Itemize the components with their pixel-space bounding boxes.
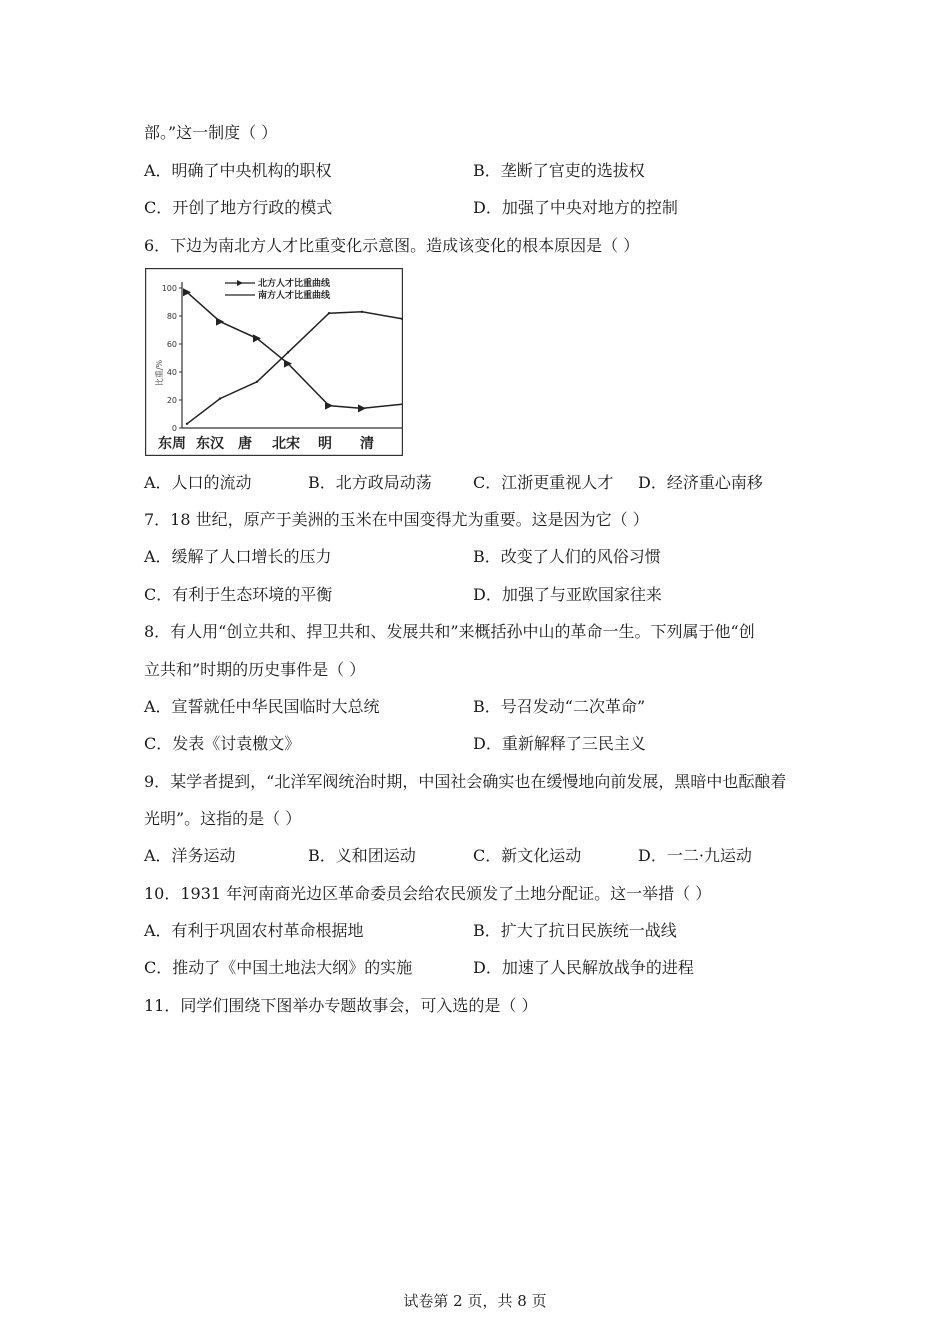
x-tick-label: 清 bbox=[360, 436, 374, 452]
q5-option-d[interactable]: D．加强了中央对地方的控制 bbox=[473, 198, 678, 217]
q10-option-b[interactable]: B．扩大了抗日民族统一战线 bbox=[473, 921, 677, 940]
q9-option-b[interactable]: B．义和团运动 bbox=[308, 846, 416, 865]
legend-label: 南方人才比重曲线 bbox=[258, 291, 331, 301]
q9-option-a[interactable]: A．洋务运动 bbox=[144, 846, 236, 865]
x-tick-label: 东周 bbox=[158, 436, 186, 452]
q6-option-a[interactable]: A．人口的流动 bbox=[144, 473, 252, 492]
q5-stem-tail: 部。”这一制度（ ） bbox=[144, 123, 278, 142]
y-tick-label: 40 bbox=[166, 368, 177, 377]
y-tick-label: 100 bbox=[161, 284, 177, 293]
q8-stem-line2: 立共和”时期的历史事件是（ ） bbox=[144, 660, 366, 679]
q9-stem-line2: 光明”。这指的是（ ） bbox=[144, 809, 302, 828]
x-tick-label: 唐 bbox=[238, 436, 252, 452]
q8-option-c[interactable]: C．发表《讨袁檄文》 bbox=[144, 734, 301, 753]
q5-option-b[interactable]: B．垄断了官吏的选拔权 bbox=[473, 161, 645, 180]
q10-stem: 10．1931 年河南商光边区革命委员会给农民颁发了土地分配证。这一举措（ ） bbox=[144, 884, 712, 903]
south-data-point bbox=[256, 381, 258, 383]
q6-option-d[interactable]: D．经济重心南移 bbox=[638, 473, 763, 492]
y-axis-label: 比重/% bbox=[155, 359, 164, 387]
talent-ratio-chart bbox=[145, 268, 403, 456]
q8-option-b[interactable]: B．号召发动“二次革命” bbox=[473, 697, 646, 716]
q8-option-d[interactable]: D．重新解释了三民主义 bbox=[473, 734, 646, 753]
y-tick-label: 20 bbox=[166, 396, 177, 405]
q6-stem: 6．下边为南北方人才比重变化示意图。造成该变化的根本原因是（ ） bbox=[144, 236, 640, 255]
q5-option-a[interactable]: A．明确了中央机构的职权 bbox=[144, 161, 332, 180]
q7-option-c[interactable]: C．有利于生态环境的平衡 bbox=[144, 585, 333, 604]
q10-option-a[interactable]: A．有利于巩固农村革命根据地 bbox=[144, 921, 364, 940]
x-tick-label: 明 bbox=[318, 436, 332, 452]
south-data-point bbox=[219, 397, 221, 399]
q6-option-c[interactable]: C．江浙更重视人才 bbox=[473, 473, 614, 492]
q11-stem: 11．同学们围绕下图举办专题故事会，可入选的是（ ） bbox=[144, 996, 538, 1015]
page-footer: 试卷第 2 页，共 8 页 bbox=[403, 1292, 547, 1310]
q10-option-c[interactable]: C．推动了《中国土地法大纲》的实施 bbox=[144, 958, 413, 977]
q10-option-d[interactable]: D．加速了人民解放战争的进程 bbox=[473, 958, 694, 977]
q8-option-a[interactable]: A．宣誓就任中华民国临时大总统 bbox=[144, 697, 380, 716]
y-tick-label: 60 bbox=[166, 340, 177, 349]
x-tick-label: 北宋 bbox=[272, 436, 300, 452]
q7-option-d[interactable]: D．加强了与亚欧国家往来 bbox=[473, 585, 662, 604]
south-data-point bbox=[186, 423, 188, 425]
y-tick-label: 80 bbox=[166, 312, 177, 321]
q7-stem: 7．18 世纪，原产于美洲的玉米在中国变得尤为重要。这是因为它（ ） bbox=[144, 510, 649, 529]
q9-stem-line1: 9．某学者提到，“北洋军阀统治时期，中国社会确实也在缓慢地向前发展，黑暗中也酝酿着 bbox=[144, 772, 787, 791]
q7-option-a[interactable]: A．缓解了人口增长的压力 bbox=[144, 547, 332, 566]
x-tick-label: 东汉 bbox=[196, 436, 224, 452]
legend-label: 北方人才比重曲线 bbox=[258, 279, 331, 289]
q7-option-b[interactable]: B．改变了人们的风俗习惯 bbox=[473, 547, 661, 566]
q5-option-c[interactable]: C．开创了地方行政的模式 bbox=[144, 198, 333, 217]
q8-stem-line1: 8．有人用“创立共和、捍卫共和、发展共和”来概括孙中山的革命一生。下列属于他“创 bbox=[144, 622, 755, 641]
q6-option-b[interactable]: B．北方政局动荡 bbox=[308, 473, 432, 492]
y-tick-label: 0 bbox=[171, 424, 177, 433]
south-data-point bbox=[328, 312, 330, 314]
south-data-point bbox=[361, 311, 363, 313]
q9-option-c[interactable]: C．新文化运动 bbox=[473, 846, 582, 865]
south-data-point bbox=[287, 351, 289, 353]
q9-option-d[interactable]: D．一二·九运动 bbox=[638, 846, 752, 865]
